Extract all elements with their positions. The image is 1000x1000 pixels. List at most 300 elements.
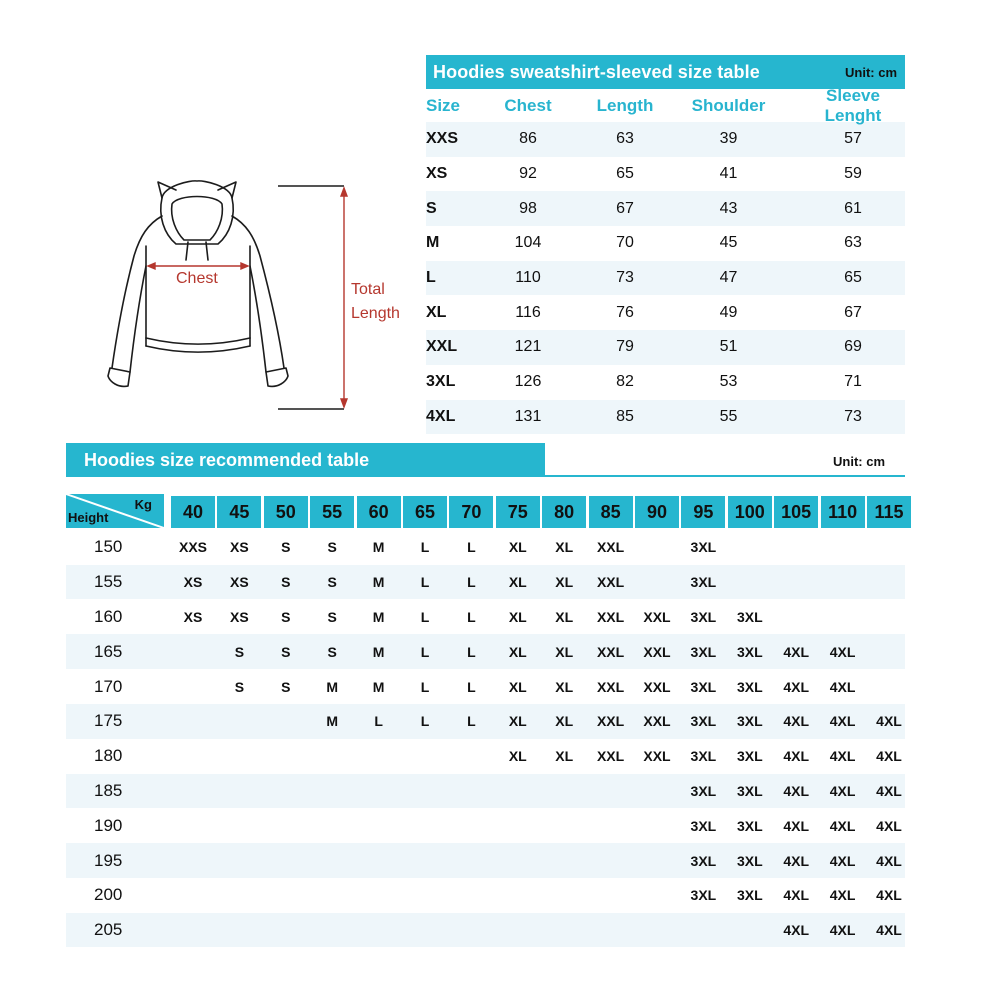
- size-table-row: [426, 157, 905, 192]
- recommended-size-cell: XXL: [643, 678, 671, 695]
- size-table-column-header: Length: [596, 95, 654, 115]
- size-table-cell: 59: [844, 165, 862, 183]
- recommended-size-cell: XXL: [643, 748, 671, 765]
- recommended-size-cell: S: [281, 539, 291, 556]
- size-table-cell: 126: [514, 373, 542, 391]
- recommended-size-cell: 3XL: [736, 748, 763, 765]
- recommended-size-cell: 3XL: [690, 817, 717, 834]
- recommended-size-cell: 3XL: [690, 748, 717, 765]
- recommended-size-cell: [496, 878, 540, 913]
- recommended-size-cell: [821, 530, 865, 565]
- size-table-row: [426, 261, 905, 296]
- weight-header-cell: 100: [728, 496, 772, 528]
- recommended-size-cell: [310, 774, 354, 809]
- recommended-size-cell: [264, 739, 308, 774]
- recommended-size-cell: 4XL: [829, 922, 856, 939]
- recommended-size-cell: XXL: [596, 678, 625, 695]
- recommended-size-cell: S: [327, 539, 337, 556]
- height-value: 150: [94, 537, 123, 557]
- recommended-size-cell: [635, 808, 679, 843]
- rec-table-unit: Unit: cm: [833, 454, 885, 469]
- recommended-size-cell: [774, 600, 818, 635]
- recommended-size-cell: [496, 774, 540, 809]
- size-table-row: [426, 122, 905, 157]
- size-table-row: [426, 330, 905, 365]
- size-label-cell: 3XL: [426, 373, 456, 391]
- rec-table-row: [66, 808, 905, 843]
- recommended-size-cell: S: [281, 608, 291, 625]
- recommended-size-cell: [542, 913, 586, 948]
- height-value: 205: [94, 920, 123, 940]
- recommended-size-cell: [449, 739, 493, 774]
- recommended-size-cell: [217, 774, 261, 809]
- recommended-size-cell: 4XL: [829, 817, 856, 834]
- size-table-cell: 86: [519, 130, 537, 148]
- size-table-cell: 121: [514, 338, 542, 356]
- recommended-size-cell: [310, 843, 354, 878]
- recommended-size-cell: [635, 774, 679, 809]
- recommended-size-cell: 4XL: [783, 713, 810, 730]
- recommended-size-cell: 3XL: [690, 782, 717, 799]
- recommended-size-cell: XL: [555, 574, 574, 591]
- recommended-size-cell: 4XL: [876, 887, 902, 904]
- recommended-size-cell: 3XL: [690, 643, 717, 660]
- weight-header-cell: 45: [217, 496, 261, 528]
- weight-header-cell: 60: [357, 496, 401, 528]
- size-table-cell: 43: [719, 199, 738, 217]
- height-value: 160: [94, 606, 123, 626]
- recommended-size-cell: 3XL: [690, 713, 717, 730]
- recommended-size-cell: L: [467, 678, 476, 695]
- recommended-size-cell: XXL: [596, 713, 625, 730]
- recommended-size-cell: [357, 843, 401, 878]
- rec-table-row: [66, 704, 905, 739]
- recommended-size-cell: M: [326, 713, 339, 730]
- recommended-size-cell: XXL: [643, 608, 671, 625]
- recommended-size-cell: [310, 913, 354, 948]
- size-label-cell: XS: [426, 165, 448, 183]
- recommended-size-cell: [542, 808, 586, 843]
- recommended-size-cell: [171, 878, 215, 913]
- recommended-size-cell: [310, 878, 354, 913]
- weight-header-cell: 85: [589, 496, 633, 528]
- weight-header-cell: 80: [542, 496, 586, 528]
- recommended-size-cell: L: [420, 643, 430, 660]
- size-table-cell: 39: [719, 130, 738, 148]
- recommended-size-cell: M: [372, 539, 385, 556]
- recommended-size-cell: [496, 808, 540, 843]
- recommended-size-cell: S: [281, 574, 291, 591]
- size-table-cell: 57: [844, 130, 862, 148]
- recommended-size-cell: 3XL: [690, 678, 717, 695]
- size-table-cell: 79: [616, 338, 634, 356]
- recommended-size-cell: 4XL: [783, 643, 810, 660]
- recommended-size-cell: XXL: [596, 748, 625, 765]
- size-table-cell: 131: [514, 407, 542, 425]
- recommended-size-cell: [403, 808, 447, 843]
- recommended-size-cell: XL: [555, 748, 574, 765]
- recommended-size-cell: XXL: [643, 713, 671, 730]
- recommended-size-cell: L: [467, 713, 476, 730]
- size-table-row: [426, 295, 905, 330]
- recommended-size-cell: 4XL: [783, 852, 810, 869]
- recommended-size-cell: L: [420, 574, 430, 591]
- recommended-size-cell: [635, 530, 679, 565]
- recommended-size-cell: 4XL: [829, 678, 856, 695]
- recommended-size-cell: [867, 565, 911, 600]
- size-table-cell: 104: [514, 234, 542, 252]
- rec-header-rule: [545, 475, 905, 477]
- recommended-size-cell: L: [420, 608, 430, 625]
- recommended-size-cell: [589, 808, 633, 843]
- recommended-size-cell: [867, 634, 911, 669]
- size-table-cell: 73: [844, 407, 862, 425]
- recommended-size-cell: L: [374, 713, 383, 730]
- recommended-size-cell: [171, 669, 215, 704]
- size-label-cell: 4XL: [426, 407, 456, 425]
- size-table-cell: 116: [515, 303, 541, 321]
- recommended-size-cell: [774, 565, 818, 600]
- recommended-size-cell: [821, 565, 865, 600]
- recommended-size-cell: L: [467, 608, 476, 625]
- size-table-column-header: Sleeve Lenght: [824, 85, 882, 125]
- recommended-size-cell: [542, 878, 586, 913]
- recommended-size-cell: XXL: [596, 574, 625, 591]
- size-label-cell: L: [426, 269, 436, 287]
- size-table-cell: 61: [844, 199, 862, 217]
- size-table-cell: 65: [616, 165, 634, 183]
- rec-table-row: [66, 634, 905, 669]
- size-table-cell: 41: [719, 165, 738, 183]
- recommended-size-cell: [264, 878, 308, 913]
- recommended-size-cell: XS: [183, 574, 203, 591]
- recommended-size-cell: [774, 530, 818, 565]
- recommended-size-cell: 3XL: [690, 608, 717, 625]
- recommended-size-cell: [217, 704, 261, 739]
- recommended-size-cell: [728, 913, 772, 948]
- recommended-size-cell: S: [327, 643, 337, 660]
- recommended-size-cell: 4XL: [829, 643, 856, 660]
- size-table-cell: 82: [616, 373, 634, 391]
- size-table-cell: 69: [844, 338, 862, 356]
- recommended-size-cell: 4XL: [876, 782, 902, 799]
- size-label-cell: M: [426, 234, 440, 252]
- size-table-unit: Unit: cm: [845, 64, 897, 80]
- recommended-size-cell: [449, 808, 493, 843]
- recommended-size-cell: S: [327, 574, 337, 591]
- recommended-size-cell: [264, 913, 308, 948]
- recommended-size-cell: L: [420, 539, 430, 556]
- recommended-size-cell: XS: [230, 539, 249, 556]
- size-table-column-header: Chest: [504, 95, 552, 115]
- recommended-size-cell: M: [372, 608, 385, 625]
- recommended-size-cell: XL: [555, 539, 574, 556]
- recommended-size-cell: 4XL: [876, 748, 902, 765]
- weight-header-cell: 55: [310, 496, 354, 528]
- size-table-header: [426, 55, 905, 89]
- recommended-size-cell: [449, 843, 493, 878]
- rec-table-row: [66, 600, 905, 635]
- size-table-cell: 65: [844, 269, 862, 287]
- recommended-size-cell: [635, 565, 679, 600]
- total-length-label-2: Length: [351, 305, 400, 322]
- recommended-size-cell: XL: [555, 608, 574, 625]
- recommended-size-cell: [171, 634, 215, 669]
- recommended-size-cell: 4XL: [829, 713, 856, 730]
- recommended-size-cell: M: [372, 574, 385, 591]
- size-table-cell: 71: [844, 373, 862, 391]
- total-length-label-1: Total: [351, 281, 385, 298]
- recommended-size-cell: M: [372, 643, 385, 660]
- recommended-size-cell: [728, 530, 772, 565]
- recommended-size-cell: 4XL: [876, 922, 902, 939]
- size-table-cell: 47: [719, 269, 738, 287]
- recommended-size-cell: [217, 739, 261, 774]
- recommended-size-cell: L: [467, 539, 476, 556]
- recommended-size-cell: 4XL: [783, 748, 810, 765]
- size-table-column-header: Size: [426, 95, 461, 115]
- recommended-size-cell: 3XL: [736, 782, 763, 799]
- recommended-size-cell: [403, 774, 447, 809]
- recommended-size-cell: 4XL: [829, 782, 856, 799]
- size-table-cell: 63: [616, 130, 634, 148]
- recommended-size-cell: 4XL: [783, 922, 810, 939]
- recommended-size-cell: [217, 913, 261, 948]
- recommended-size-cell: [264, 774, 308, 809]
- recommended-size-cell: 3XL: [690, 852, 717, 869]
- height-kg-corner-cell: [66, 494, 164, 528]
- recommended-size-cell: [589, 913, 633, 948]
- recommended-size-cell: XXL: [643, 643, 671, 660]
- height-value: 175: [94, 711, 123, 731]
- rec-table-row: [66, 739, 905, 774]
- size-table-header-row: [426, 85, 905, 125]
- size-table-cell: 73: [616, 269, 634, 287]
- rec-table-title: Hoodies size recommended table: [84, 449, 370, 470]
- recommended-size-cell: [171, 774, 215, 809]
- size-table-cell: 76: [616, 303, 634, 321]
- recommended-size-cell: 4XL: [783, 887, 810, 904]
- rec-table-row: [66, 530, 905, 565]
- recommended-size-cell: XS: [183, 608, 203, 625]
- recommended-size-cell: [542, 774, 586, 809]
- recommended-size-cell: XL: [508, 643, 527, 660]
- height-value: 190: [94, 815, 123, 835]
- recommended-size-cell: [449, 878, 493, 913]
- recommended-size-cell: 3XL: [736, 608, 763, 625]
- size-table-cell: 51: [719, 338, 738, 356]
- kg-label: Kg: [134, 497, 152, 512]
- recommended-size-cell: [589, 843, 633, 878]
- recommended-size-cell: [357, 739, 401, 774]
- recommended-size-cell: XL: [555, 678, 574, 695]
- height-value: 165: [94, 641, 123, 661]
- size-table-cell: 67: [844, 303, 862, 321]
- recommended-size-cell: [217, 843, 261, 878]
- recommended-size-cell: [867, 530, 911, 565]
- recommended-size-cell: 4XL: [876, 852, 902, 869]
- recommended-size-cell: 4XL: [876, 817, 902, 834]
- size-table-cell: 92: [519, 165, 537, 183]
- recommended-size-cell: 4XL: [876, 713, 902, 730]
- size-label-cell: XL: [426, 303, 447, 321]
- recommended-size-cell: [403, 878, 447, 913]
- recommended-size-cell: [310, 808, 354, 843]
- recommended-size-cell: XXL: [596, 539, 625, 556]
- rec-table-header: [66, 443, 545, 477]
- recommended-size-cell: [310, 739, 354, 774]
- size-table-cell: 98: [519, 199, 537, 217]
- recommended-size-cell: S: [234, 678, 245, 695]
- recommended-size-cell: [635, 913, 679, 948]
- recommended-size-cell: [635, 878, 679, 913]
- height-value: 185: [94, 780, 123, 800]
- recommended-size-cell: L: [420, 678, 430, 695]
- weight-header-cell: 115: [867, 496, 911, 528]
- weight-header-cell: 110: [821, 496, 865, 528]
- recommended-size-cell: [589, 774, 633, 809]
- size-table-row: [426, 226, 905, 261]
- recommended-size-cell: S: [281, 678, 291, 695]
- recommended-size-cell: [171, 704, 215, 739]
- weight-header-cell: 95: [681, 496, 725, 528]
- recommended-size-cell: 3XL: [736, 852, 763, 869]
- recommended-size-cell: L: [467, 643, 476, 660]
- recommended-size-cell: [403, 739, 447, 774]
- recommended-size-cell: 3XL: [736, 643, 763, 660]
- recommended-size-cell: L: [467, 574, 476, 591]
- recommended-size-cell: [217, 878, 261, 913]
- size-table-cell: 53: [719, 373, 738, 391]
- recommended-size-cell: [821, 600, 865, 635]
- recommended-size-cell: [357, 774, 401, 809]
- recommended-size-cell: [867, 600, 911, 635]
- weight-header-cell: 75: [496, 496, 540, 528]
- recommended-size-cell: [357, 808, 401, 843]
- size-table-cell: 45: [719, 234, 738, 252]
- recommended-size-cell: XL: [508, 748, 527, 765]
- recommended-size-cell: [496, 913, 540, 948]
- recommended-size-cell: 3XL: [736, 817, 763, 834]
- recommended-size-cell: XL: [508, 574, 527, 591]
- recommended-size-cell: 3XL: [736, 713, 763, 730]
- height-value: 170: [94, 676, 123, 696]
- rec-table-row: [66, 669, 905, 704]
- recommended-size-cell: 3XL: [690, 887, 717, 904]
- height-value: 200: [94, 885, 123, 905]
- size-label-cell: XXL: [426, 338, 458, 356]
- size-table: [426, 85, 905, 434]
- recommended-size-cell: [171, 808, 215, 843]
- recommended-size-cell: [403, 843, 447, 878]
- recommended-size-cell: [264, 843, 308, 878]
- size-table-cell: 55: [719, 407, 738, 425]
- rec-table-row: [66, 913, 905, 948]
- recommended-size-cell: 3XL: [736, 678, 763, 695]
- recommended-size-cell: 3XL: [690, 539, 717, 556]
- size-table-column-header: Shoulder: [691, 95, 766, 115]
- recommended-size-cell: 4XL: [829, 748, 856, 765]
- size-table-row: [426, 400, 905, 435]
- recommended-size-cell: XL: [555, 643, 574, 660]
- recommended-size-cell: [449, 774, 493, 809]
- recommended-size-cell: XS: [230, 608, 249, 625]
- recommended-size-cell: XL: [508, 608, 527, 625]
- rec-table-row: [66, 565, 905, 600]
- size-table-cell: 85: [616, 407, 634, 425]
- size-label-cell: XXS: [426, 130, 459, 148]
- size-table-cell: 49: [719, 303, 738, 321]
- recommended-size-cell: [589, 878, 633, 913]
- recommended-size-cell: [681, 913, 725, 948]
- recommended-size-cell: 3XL: [736, 887, 763, 904]
- weight-header-cell: 65: [403, 496, 447, 528]
- recommended-size-cell: [496, 843, 540, 878]
- recommended-size-cell: XL: [508, 678, 527, 695]
- size-table-cell: 70: [616, 234, 634, 252]
- recommended-size-cell: 4XL: [829, 887, 856, 904]
- recommended-size-cell: [357, 878, 401, 913]
- recommended-size-cell: [217, 808, 261, 843]
- recommended-size-cell: [264, 704, 308, 739]
- recommended-size-cell: [357, 913, 401, 948]
- rec-table-row: [66, 774, 905, 809]
- recommended-size-cell: 3XL: [690, 574, 717, 591]
- recommended-size-cell: [171, 913, 215, 948]
- recommended-size-cell: [264, 808, 308, 843]
- size-label-cell: S: [426, 199, 437, 217]
- recommended-size-cell: [171, 739, 215, 774]
- recommended-size-cell: [867, 669, 911, 704]
- recommended-size-cell: S: [327, 608, 337, 625]
- recommended-size-cell: 4XL: [783, 817, 810, 834]
- recommended-size-cell: XXS: [178, 539, 207, 556]
- recommended-size-cell: [542, 843, 586, 878]
- recommended-size-cell: S: [281, 643, 291, 660]
- recommended-size-cell: S: [234, 643, 245, 660]
- recommended-size-cell: M: [326, 678, 339, 695]
- recommended-size-cell: XXL: [596, 643, 625, 660]
- recommended-size-cell: [728, 565, 772, 600]
- recommended-size-cell: XL: [555, 713, 574, 730]
- chest-label: Chest: [176, 270, 218, 287]
- rec-table-row: [66, 843, 905, 878]
- recommended-size-cell: [403, 913, 447, 948]
- recommended-size-cell: 4XL: [783, 782, 810, 799]
- recommended-size-cell: [635, 843, 679, 878]
- recommended-size-cell: [449, 913, 493, 948]
- recommended-size-cell: XL: [508, 539, 527, 556]
- height-value: 180: [94, 746, 123, 766]
- recommended-size-cell: 4XL: [783, 678, 810, 695]
- recommended-size-cell: M: [372, 678, 385, 695]
- size-table-row: [426, 191, 905, 226]
- size-table-row: [426, 365, 905, 400]
- weight-header-cell: 90: [635, 496, 679, 528]
- recommended-size-cell: L: [420, 713, 430, 730]
- rec-table-row: [66, 878, 905, 913]
- height-value: 155: [94, 572, 123, 592]
- recommended-size-cell: [171, 843, 215, 878]
- weight-header-cell: 105: [774, 496, 818, 528]
- weight-header-cell: 70: [449, 496, 493, 528]
- height-value: 195: [94, 850, 123, 870]
- recommended-size-cell: XS: [230, 574, 249, 591]
- size-table-cell: 67: [616, 199, 634, 217]
- weight-header-cell: 40: [171, 496, 215, 528]
- size-table-cell: 63: [844, 234, 862, 252]
- recommended-size-cell: XXL: [596, 608, 625, 625]
